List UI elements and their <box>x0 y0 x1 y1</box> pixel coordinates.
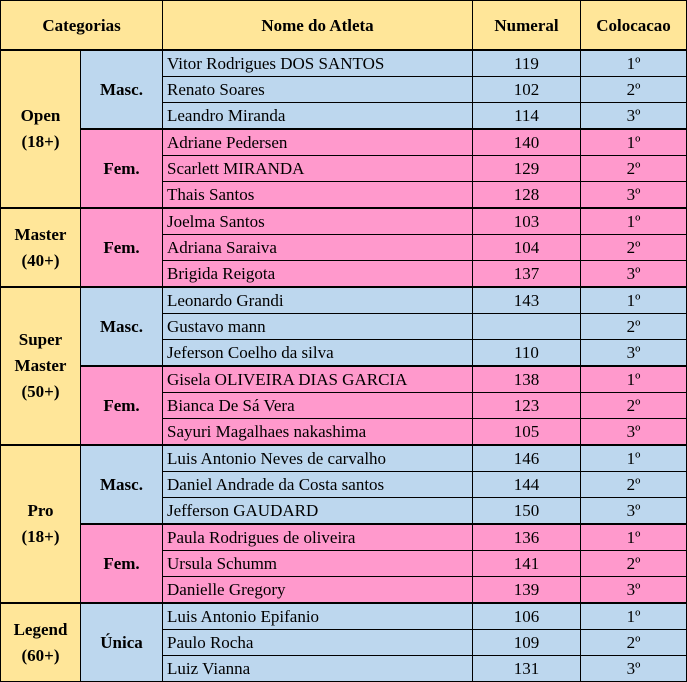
athlete-name-cell: Paula Rodrigues de oliveira <box>163 524 473 551</box>
athlete-name-cell: Jeferson Coelho da silva <box>163 340 473 367</box>
table-row <box>1 445 687 472</box>
athlete-name-cell: Luis Antonio Epifanio <box>163 603 473 630</box>
numeral-cell: 102 <box>473 77 581 103</box>
position-cell: 2º <box>581 77 687 103</box>
numeral-cell: 105 <box>473 419 581 446</box>
numeral-cell: 137 <box>473 261 581 288</box>
category-label-line1: Master <box>14 224 67 244</box>
table-row <box>1 603 687 630</box>
position-cell: 2º <box>581 235 687 261</box>
athlete-name-cell: Ursula Schumm <box>163 551 473 577</box>
athlete-name-cell: Scarlett MIRANDA <box>163 156 473 182</box>
athlete-name-cell: Adriana Saraiva <box>163 235 473 261</box>
gender-cell: Única <box>81 603 163 682</box>
table-row <box>1 129 687 156</box>
numeral-cell: 129 <box>473 156 581 182</box>
gender-cell: Fem. <box>81 208 163 287</box>
athlete-name-cell: Adriane Pedersen <box>163 129 473 156</box>
header-nome: Nome do Atleta <box>163 1 473 51</box>
numeral-cell: 140 <box>473 129 581 156</box>
athlete-name-cell: Gisela OLIVEIRA DIAS GARCIA <box>163 366 473 393</box>
numeral-cell: 143 <box>473 287 581 314</box>
position-cell: 2º <box>581 472 687 498</box>
position-cell: 1º <box>581 366 687 393</box>
category-label-line1: Open <box>20 106 61 125</box>
athlete-name-cell: Danielle Gregory <box>163 577 473 604</box>
position-cell: 2º <box>581 630 687 656</box>
position-cell: 3º <box>581 103 687 130</box>
gender-cell: Masc. <box>81 445 163 524</box>
header-categorias: Categorias <box>1 1 163 51</box>
category-cell <box>1 603 81 682</box>
athlete-name-cell: Luiz Vianna <box>163 656 473 682</box>
gender-cell: Fem. <box>81 366 163 445</box>
category-label-line1: Pro <box>27 501 54 520</box>
athlete-name-cell: Paulo Rocha <box>163 630 473 656</box>
position-cell: 1º <box>581 287 687 314</box>
numeral-cell: 128 <box>473 182 581 209</box>
header-row <box>1 1 687 51</box>
gender-cell: Fem. <box>81 129 163 208</box>
table-row <box>1 287 687 314</box>
athlete-name-cell: Jefferson GAUDARD <box>163 498 473 525</box>
category-label-line2: (60+) <box>21 645 60 665</box>
position-cell: 1º <box>581 603 687 630</box>
numeral-cell <box>473 314 581 340</box>
table-row <box>1 524 687 551</box>
position-cell: 1º <box>581 524 687 551</box>
position-cell: 3º <box>581 419 687 446</box>
numeral-cell: 106 <box>473 603 581 630</box>
category-label-line2: (18+) <box>21 132 60 151</box>
gender-cell: Masc. <box>81 50 163 129</box>
athlete-name-cell: Daniel Andrade da Costa santos <box>163 472 473 498</box>
athlete-name-cell: Leandro Miranda <box>163 103 473 130</box>
category-label-line2: Master <box>14 356 67 375</box>
gender-cell: Masc. <box>81 287 163 366</box>
category-label-line3: (50+) <box>21 382 60 401</box>
header-colocacao: Colocacao <box>581 1 687 51</box>
athlete-name-cell: Vitor Rodrigues DOS SANTOS <box>163 50 473 77</box>
position-cell: 3º <box>581 498 687 525</box>
athlete-name-cell: Leonardo Grandi <box>163 287 473 314</box>
position-cell: 2º <box>581 156 687 182</box>
table-row <box>1 50 687 77</box>
numeral-cell: 119 <box>473 50 581 77</box>
category-label-line1: Legend <box>13 619 68 639</box>
category-cell <box>1 287 81 445</box>
position-cell: 1º <box>581 50 687 77</box>
category-label-line2: (18+) <box>21 527 60 546</box>
numeral-cell: 103 <box>473 208 581 235</box>
position-cell: 3º <box>581 261 687 288</box>
category-cell <box>1 445 81 603</box>
athlete-name-cell: Luis Antonio Neves de carvalho <box>163 445 473 472</box>
header-numeral: Numeral <box>473 1 581 51</box>
numeral-cell: 114 <box>473 103 581 130</box>
category-label-line2: (40+) <box>21 250 60 270</box>
position-cell: 1º <box>581 129 687 156</box>
numeral-cell: 138 <box>473 366 581 393</box>
athlete-name-cell: Gustavo mann <box>163 314 473 340</box>
table-row <box>1 208 687 235</box>
category-cell <box>1 208 81 287</box>
results-body <box>1 50 687 682</box>
position-cell: 2º <box>581 393 687 419</box>
numeral-cell: 109 <box>473 630 581 656</box>
position-cell: 1º <box>581 208 687 235</box>
position-cell: 2º <box>581 314 687 340</box>
numeral-cell: 144 <box>473 472 581 498</box>
position-cell: 3º <box>581 340 687 367</box>
position-cell: 2º <box>581 551 687 577</box>
numeral-cell: 136 <box>473 524 581 551</box>
numeral-cell: 146 <box>473 445 581 472</box>
position-cell: 3º <box>581 182 687 209</box>
gender-cell: Fem. <box>81 524 163 603</box>
athlete-name-cell: Brigida Reigota <box>163 261 473 288</box>
category-cell <box>1 50 81 208</box>
position-cell: 3º <box>581 577 687 604</box>
numeral-cell: 131 <box>473 656 581 682</box>
position-cell: 3º <box>581 656 687 682</box>
numeral-cell: 139 <box>473 577 581 604</box>
table-row <box>1 366 687 393</box>
numeral-cell: 110 <box>473 340 581 367</box>
athlete-name-cell: Joelma Santos <box>163 208 473 235</box>
numeral-cell: 141 <box>473 551 581 577</box>
numeral-cell: 150 <box>473 498 581 525</box>
athlete-name-cell: Renato Soares <box>163 77 473 103</box>
athlete-name-cell: Thais Santos <box>163 182 473 209</box>
athlete-name-cell: Sayuri Magalhaes nakashima <box>163 419 473 446</box>
numeral-cell: 123 <box>473 393 581 419</box>
category-label-line1: Super <box>18 330 63 349</box>
position-cell: 1º <box>581 445 687 472</box>
athlete-name-cell: Bianca De Sá Vera <box>163 393 473 419</box>
numeral-cell: 104 <box>473 235 581 261</box>
